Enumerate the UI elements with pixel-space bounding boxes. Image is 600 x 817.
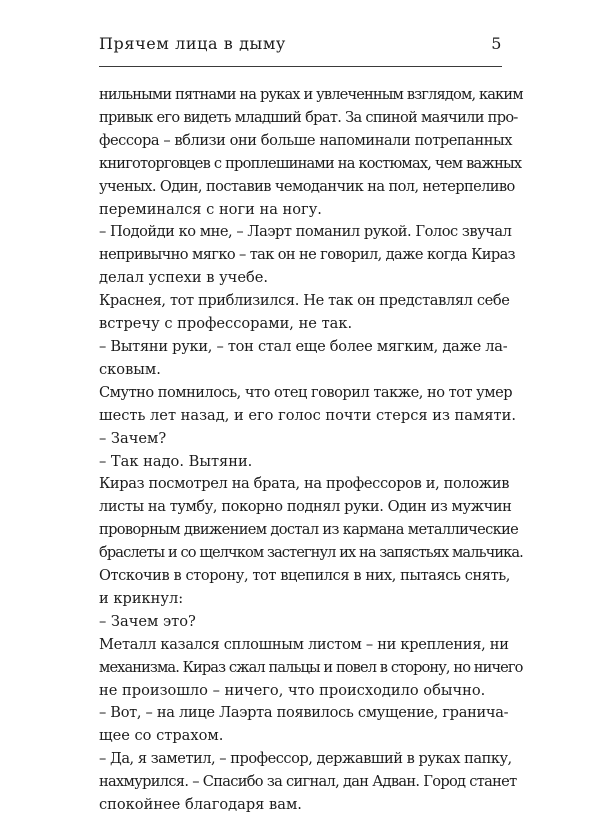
text-line: Кираз посмотрел на брата, на профессоров и, положив <box>99 475 510 493</box>
paragraph <box>99 451 502 474</box>
text-line: – Зачем это? <box>99 612 196 630</box>
text-line: непривычно мягко – так он не говорил, даже когда Кираз <box>99 246 516 264</box>
text-line: фессора – вблизи они больше напоминали потрепанных <box>99 131 513 149</box>
paragraph <box>99 473 523 610</box>
text-line: браслеты и со щелчком застегнул их на запястьях мальчика. <box>99 544 523 562</box>
text-line: – Зачем? <box>99 429 167 447</box>
paragraph <box>99 382 516 428</box>
running-head-title: Прячем лица в дыму <box>99 34 286 53</box>
text-line: – Так надо. Вытяни. <box>99 452 253 470</box>
text-line: нахмурился. – Спасибо за сигнал, дан Адван. Город станет <box>99 773 517 791</box>
text-line: сковым. <box>99 360 161 378</box>
text-line: ученых. Один, поставив чемоданчик на пол, нетерпеливо <box>99 177 515 195</box>
text-line: механизма. Кираз сжал пальцы и повел в сторону, но ничего <box>99 658 523 676</box>
paragraph <box>99 336 508 382</box>
text-line: щее со страхом. <box>99 727 224 745</box>
text-line: шесть лет назад, и его голос почти стерся из памяти. <box>99 406 516 424</box>
text-line: книготорговцев с проплешинами на костюмах, чем важных <box>99 154 522 172</box>
text-line: проворным движением достал из кармана металлические <box>99 521 519 539</box>
text-line: не произошло – ничего, что происходило обычно. <box>99 681 486 699</box>
text-line: – Вот, – на лице Лаэрта появилось смущение, гранича- <box>99 704 509 722</box>
paragraph <box>99 428 502 451</box>
text-line: делал успехи в учебе. <box>99 269 269 287</box>
text-line: – Вытяни руки, – тон стал еще более мягким, даже ла- <box>99 337 508 355</box>
text-line: привык его видеть младший брат. За спиной маячили про- <box>99 108 518 126</box>
text-line: Краснея, тот приблизился. Не так он представлял себе <box>99 292 510 310</box>
paragraph <box>99 290 510 336</box>
text-line: Смутно помнилось, что отец говорил также, но тот умер <box>99 383 513 401</box>
text-line: спокойнее благодаря вам. <box>99 796 302 814</box>
paragraph <box>99 702 509 748</box>
body-text <box>99 84 523 817</box>
page-number: 5 <box>491 34 502 53</box>
paragraph <box>99 611 502 634</box>
text-line: нильными пятнами на руках и увлеченным взглядом, каким <box>99 86 523 103</box>
header-rule <box>99 66 502 67</box>
paragraph <box>99 634 523 703</box>
text-line: Металл казался сплошным листом – ни крепления, ни <box>99 635 509 653</box>
text-line: листы на тумбу, покорно поднял руки. Один из мужчин <box>99 498 512 516</box>
text-line: Отскочив в сторону, тот вцепился в них, пытаясь снять, <box>99 567 510 585</box>
text-line: – Да, я заметил, – профессор, державший в руках папку, <box>99 750 512 768</box>
paragraph <box>99 84 523 221</box>
running-head <box>99 34 502 60</box>
paragraph <box>99 748 517 817</box>
text-line: и крикнул: <box>99 589 184 607</box>
paragraph <box>99 221 516 290</box>
text-line: встречу с профессорами, не так. <box>99 315 353 333</box>
text-line: – Подойди ко мне, – Лаэрт поманил рукой. Голос звучал <box>99 223 512 241</box>
text-line: переминался с ноги на ногу. <box>99 200 322 218</box>
